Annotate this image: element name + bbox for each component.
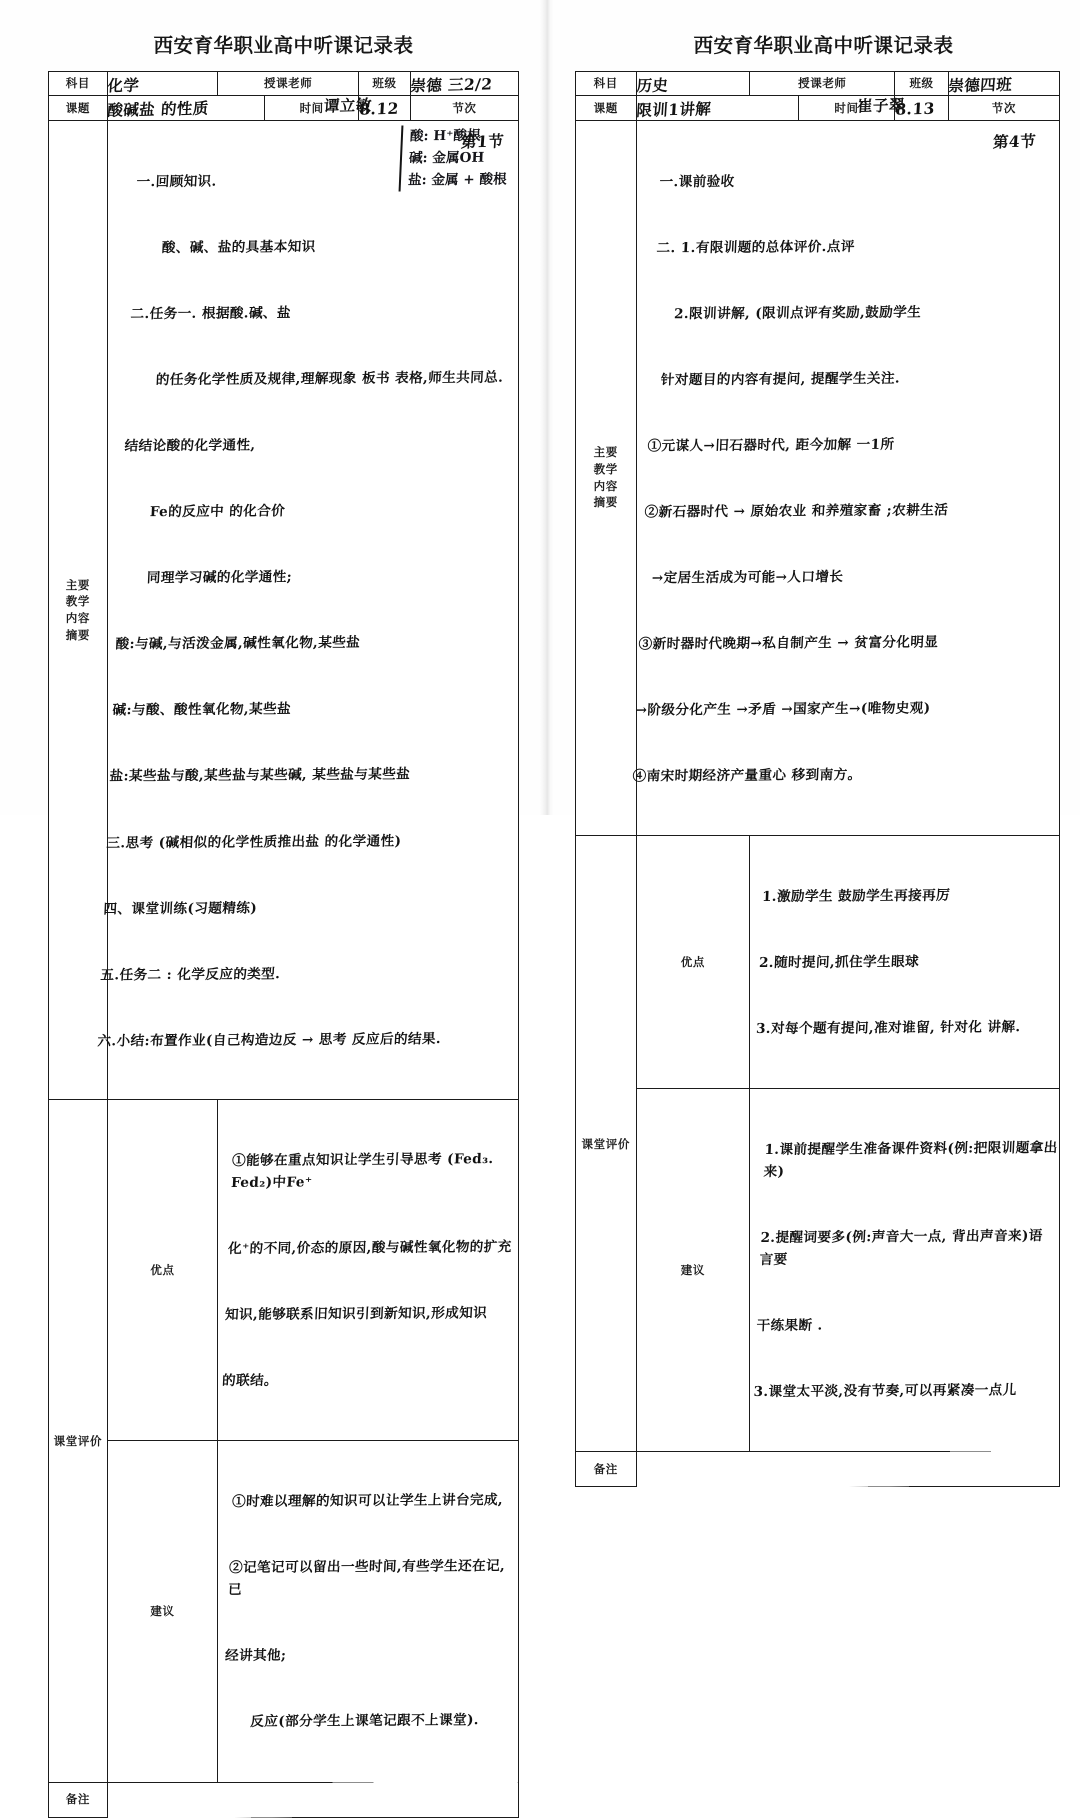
value-class-right[interactable]: 崇德四班 — [947, 70, 1060, 97]
table-row-subject-left — [49, 72, 519, 96]
label-evaluation-left: 课堂评价 — [49, 1100, 108, 1782]
value-suggestions-left[interactable] — [218, 1441, 519, 1782]
label-main-content-line: 内容 — [65, 610, 90, 625]
value-topic-left[interactable]: 酸碱盐 的性质 — [106, 94, 265, 122]
table-row-merits-left — [49, 1100, 519, 1441]
table-row-remarks-left — [49, 1782, 519, 1817]
label-class-left: 班级 — [359, 72, 411, 96]
table-row-suggestions-left — [49, 1441, 519, 1782]
label-teacher-left: 授课老师 — [218, 72, 359, 96]
value-subject-left[interactable]: 化学 — [106, 70, 218, 97]
label-remarks-right: 备注 — [576, 1452, 637, 1487]
page-title-left: 西安育华职业高中听课记录表 — [153, 34, 414, 57]
value-time-right[interactable]: 8.13 — [894, 95, 949, 120]
value-topic-right[interactable]: 限训1讲解 — [635, 94, 799, 122]
value-teacher-right[interactable]: 崔子翠 — [856, 95, 906, 116]
value-remarks-right[interactable] — [636, 1449, 1060, 1489]
value-class-left[interactable]: 崇德 三2/2 — [410, 70, 520, 97]
label-time-left: 时间 — [265, 96, 359, 120]
label-topic-left: 课题 — [49, 96, 108, 120]
value-suggestions-right[interactable] — [750, 1089, 1060, 1452]
suggestions-text-left: ①时难以理解的知识可以让学生上讲台完成, ②记笔记可以留出一些时间,有些学生还在记,已 经讲其他; 反应(部分学生上课笔记跟不上课堂). — [224, 1492, 506, 1731]
label-main-content-line: 教学 — [65, 594, 90, 609]
definition-bracket-left: 酸: H⁺酸根 碱: 金属OH 盐: 金属 + 酸根 — [399, 124, 509, 191]
label-evaluation-right: 课堂评价 — [576, 836, 637, 1452]
label-period-right: 节次 — [948, 96, 1059, 120]
value-teacher-left[interactable]: 谭立敏 — [323, 95, 373, 116]
table-row-main-content-right — [576, 120, 1060, 836]
value-time-left[interactable]: 8.12 — [358, 95, 411, 120]
table-row-subject-right — [576, 72, 1060, 96]
value-period-right[interactable]: 第4节 — [992, 131, 1037, 152]
table-row-topic-left — [49, 96, 519, 120]
page-title-right: 西安育华职业高中听课记录表 — [693, 34, 954, 57]
suggestions-text-right: 1.课前提醒学生准备课件资料(例:把限训题拿出来) 2.提醒词要多(例:声音大一点, 背出声音来)语言要 干练果断 . 3.课堂太平淡,没有节奏,可以再紧凑一点儿 — [753, 1140, 1059, 1401]
label-main-content-line: 主要 — [65, 577, 90, 592]
label-time-right: 时间 — [798, 96, 895, 120]
label-remarks-left: 备注 — [49, 1782, 108, 1817]
value-subject-right[interactable]: 历史 — [635, 70, 750, 97]
label-merits-right: 优点 — [636, 836, 750, 1089]
table-row-merits-right — [576, 836, 1060, 1089]
label-subject-left: 科目 — [49, 72, 108, 96]
label-suggestions-right: 建议 — [636, 1089, 750, 1452]
label-main-content-line: 内容 — [593, 478, 618, 493]
observation-form-sheet-right — [545, 0, 1080, 1477]
value-main-content-left[interactable] — [96, 120, 518, 1100]
value-remarks-left[interactable] — [107, 1780, 519, 1820]
label-class-right: 班级 — [895, 72, 948, 96]
label-suggestions-left: 建议 — [107, 1441, 217, 1782]
merits-text-left: ①能够在重点知识让学生引导思考 (Fed₃. Fed₂)中Fe⁺ 化⁺的不同,价态的原因,酸与碱性氧化物的扩充 知识,能够联系旧知识引到新知识,形成知识 的联结。 — [221, 1151, 513, 1390]
value-merits-right[interactable] — [750, 836, 1060, 1089]
label-topic-right: 课题 — [576, 96, 637, 120]
label-main-content-line: 摘要 — [65, 627, 90, 642]
value-main-content-right[interactable] — [631, 120, 1060, 836]
label-main-content-line: 摘要 — [593, 495, 618, 510]
label-subject-right: 科目 — [576, 72, 637, 96]
label-main-content-line: 主要 — [593, 445, 618, 460]
value-merits-left[interactable] — [218, 1100, 519, 1441]
label-period-left: 节次 — [410, 96, 518, 120]
observation-record-table-left — [48, 71, 519, 1818]
main-content-text-right: 一.课前验收 二. 1.有限训题的总体评价.点评 2.限训讲解, (限训点评有奖励,鼓励学生 针对题目的内容有提问, 提醒学生关注. ①元谋人→旧石器时代, 距今加解 一1所 ②新石器时代 → 原始农业 和养殖家畜 ;农耕生活 →定居生活成为可能→人口增长 ③新时器时代晚期→私自制产生 → 贫富分化明显 →阶级分化产生 →矛盾 →国家产生→(唯物史观) ④南宋时期经济产量重心 移到南方。 — [631, 173, 948, 785]
table-row-suggestions-right — [576, 1089, 1060, 1452]
table-row-topic-right — [576, 96, 1060, 120]
table-row-main-content-left — [49, 120, 519, 1100]
observation-record-table-right — [575, 71, 1060, 1487]
merits-text-right: 1.激励学生 鼓励学生再接再厉 2.随时提问,抓住学生眼球 3.对每个题有提问,准对谁留, 针对化 讲解. — [755, 887, 1022, 1038]
label-main-content-line: 教学 — [593, 462, 618, 477]
label-teacher-right: 授课老师 — [750, 72, 895, 96]
label-merits-left: 优点 — [107, 1100, 217, 1441]
table-row-remarks-right — [576, 1452, 1060, 1487]
value-period-left[interactable]: 第1节 — [460, 131, 505, 152]
main-content-text-left: 一.回顾知识. 酸、碱、盐的具基本知识 二.任务一. 根据酸.碱、盐 的任务化学性质及规律,理解现象 板书 表格,师生共同总. 结结论酸的化学通性, Fe的反应中 的化合价 同理学习碱的化学通性; 酸:与碱,与活泼金属,碱性氧化物,某些盐 碱:与酸、酸性氧化物,某些盐 盐:某些盐与酸,某些盐与某些碱, 某些盐与某些盐 三.思考 (碱相似的化学性质推出盐 的化学通性) 四、课堂训练(习题精练) 五.任务二 : 化学反应的类型. 六.小结:布置作业(自己构造边反 → 思考 反应后的结果. — [96, 173, 504, 1049]
